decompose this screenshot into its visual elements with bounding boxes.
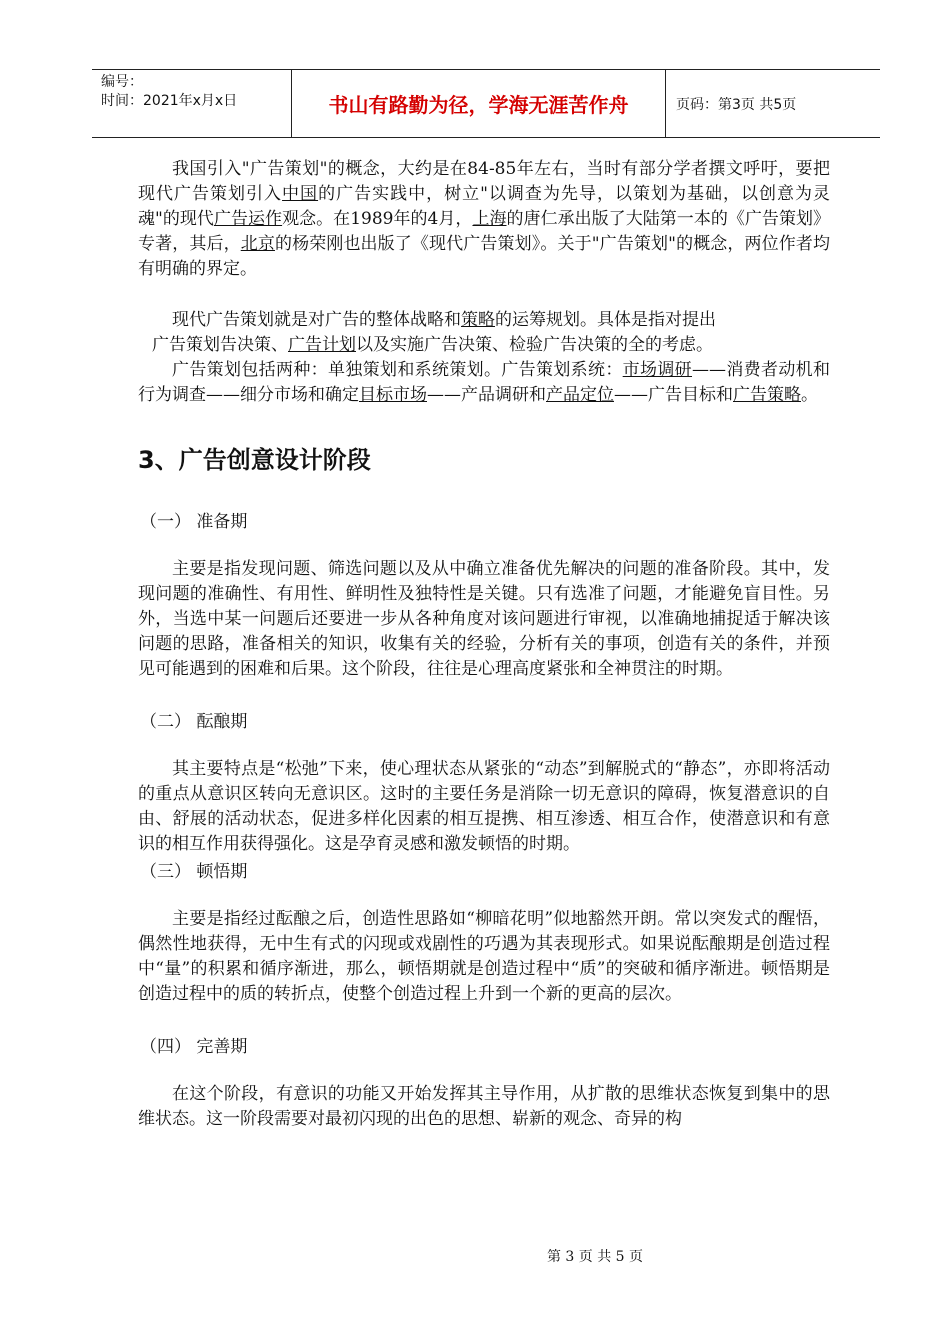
text: 观念。在1989年的4月， bbox=[282, 209, 473, 229]
paragraph-6: 主要是指经过酝酿之后，创造性思路如“柳暗花明”似地豁然开朗。常以突发式的醒悟，偶然性地获得，无中生有式的闪现或戏剧性的巧遇为其表现形式。如果说酝酿期是创造过程中“量”的积累和循序渐进，那么，顿悟期就是创造过程中“质”的突破和循序渐进。顿悟期是创造过程中的质的转折点，使整个创造过程上升到一个新的更高的层次。 bbox=[138, 909, 830, 1004]
header-motto: 书山有路勤为径，学海无涯苦作舟 bbox=[292, 70, 666, 137]
paragraph-2-line2 bbox=[138, 333, 830, 358]
section-heading: 3、广告创意设计阶段 bbox=[138, 446, 371, 474]
paragraph-3 bbox=[138, 358, 830, 408]
text: 的唐仁承出版了大陆第一本的《广告策划》专著，其后， bbox=[138, 209, 831, 254]
link-ad-operation[interactable]: 广告运作 bbox=[213, 209, 283, 229]
link-shanghai[interactable]: 上海 bbox=[472, 209, 507, 229]
link-strategy[interactable]: 策略 bbox=[461, 310, 495, 330]
text: 的广告实践中，树立"以调查为先导，以策划为基础，以创意为灵魂"的现代 bbox=[138, 184, 831, 229]
text: ——产品调研和 bbox=[427, 385, 546, 405]
page-header bbox=[92, 69, 880, 138]
link-ad-plan[interactable]: 广告计划 bbox=[288, 335, 356, 355]
paragraph-7: 在这个阶段，有意识的功能又开始发挥其主导作用，从扩散的思维状态恢复到集中的思维状态。这一阶段需要对最初闪现的出色的思想、崭新的观念、奇异的构 bbox=[138, 1084, 830, 1129]
link-market-research[interactable]: 市场调研 bbox=[622, 360, 693, 380]
number-label: 编号： bbox=[101, 74, 143, 90]
paragraph-4: 主要是指发现问题、筛选问题以及从中确立准备优先解决的问题的准备阶段。其中，发现问题的准确性、有用性、鲜明性及独特性是关键。只有选准了问题，才能避免盲目性。另外，当选中某一问题后还要进一步从各种角度对该问题进行审视，以准确地捕捉适于解决该问题的思路，准备相关的知识，收集有关的经验，分析有关的事项，创造有关的条件，并预见可能遇到的困难和后果。这个阶段，往往是心理高度紧张和全神贯注的时期。 bbox=[138, 559, 830, 679]
text: 。 bbox=[801, 385, 818, 405]
subheading-2: （二） 酝酿期 bbox=[140, 712, 248, 732]
subheading-4: （四） 完善期 bbox=[140, 1037, 248, 1057]
text: ——消费者动机和行为调查——细分市场和确定 bbox=[138, 360, 831, 405]
text: 的运筹规划。具体是指对提出 bbox=[495, 310, 716, 330]
text: ——广告目标和 bbox=[614, 385, 733, 405]
document-body bbox=[138, 157, 830, 1132]
link-beijing[interactable]: 北京 bbox=[240, 234, 275, 254]
text: 现代广告策划就是对广告的整体战略和 bbox=[172, 310, 461, 330]
paragraph-5: 其主要特点是“松弛”下来，使心理状态从紧张的“动态”到解脱式的“静态”，亦即将活动的重点从意识区转向无意识区。这时的主要任务是消除一切无意识的障碍，恢复潜意识的自由、舒展的活动状态，促进多样化因素的相互提携、相互渗透、相互合作，使潜意识和有意识的相互作用获得强化。这是孕育灵感和激发顿悟的时期。 bbox=[138, 759, 830, 854]
link-target-market[interactable]: 目标市场 bbox=[359, 385, 427, 405]
paragraph-2 bbox=[138, 308, 830, 333]
subheading-3: （三） 顿悟期 bbox=[140, 862, 248, 882]
text: 广告策划告决策、 bbox=[152, 335, 288, 355]
link-ad-strategy[interactable]: 广告策略 bbox=[733, 385, 801, 405]
link-china[interactable]: 中国 bbox=[282, 184, 319, 204]
page-footer: 第 3 页 共 5 页 bbox=[546, 1249, 644, 1265]
text: 我国引入"广告策划"的概念，大约是在84-85年左右，当时有部分学者撰文呼吁，要把现代广告策划引入 bbox=[138, 159, 830, 204]
time-label: 时间：2021年x月x日 bbox=[101, 93, 238, 109]
header-page-info: 页码：第3页 共5页 bbox=[676, 96, 797, 113]
paragraph-1 bbox=[138, 157, 830, 282]
text: 的杨荣刚也出版了《现代广告策划》。关于"广告策划"的概念，两位作者均有明确的界定。 bbox=[138, 234, 831, 279]
header-meta bbox=[92, 70, 292, 137]
subheading-1: （一） 准备期 bbox=[140, 512, 248, 532]
text: 以及实施广告决策、检验广告决策的全的考虑。 bbox=[356, 335, 713, 355]
text: 广告策划包括两种：单独策划和系统策划。广告策划系统： bbox=[172, 360, 623, 380]
link-product-positioning[interactable]: 产品定位 bbox=[546, 385, 614, 405]
